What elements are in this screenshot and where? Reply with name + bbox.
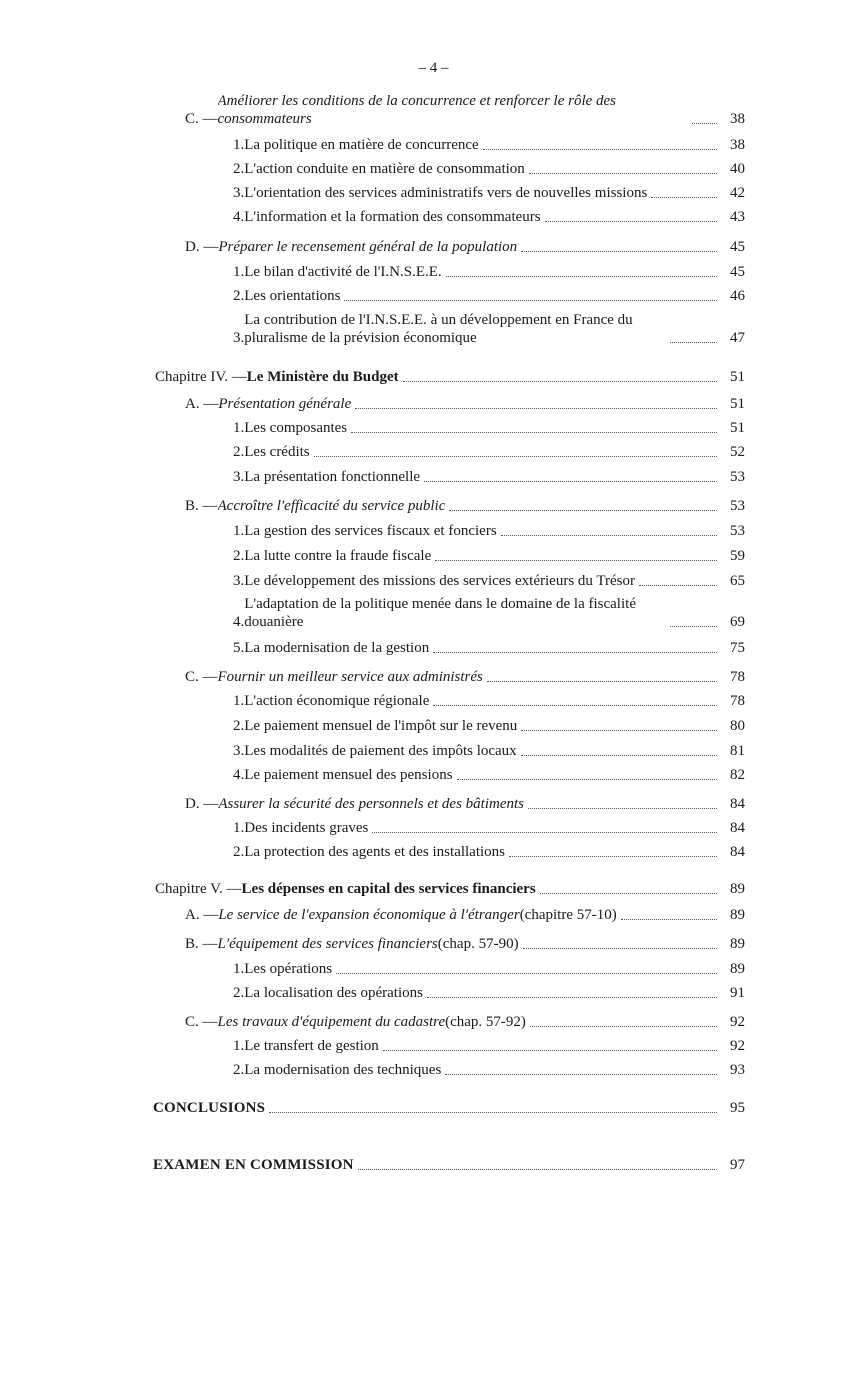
toc-entry-suffix: (chapitre 57-10) [519,907,617,923]
dot-leader [427,997,717,998]
toc-entry-title: Le transfert de gestion [244,1038,379,1054]
toc-entry-page: 46 [730,288,745,304]
toc-entry [153,1099,745,1117]
toc-entry [233,639,745,657]
toc-entry-page: 51 [730,369,745,385]
toc-entry [153,1156,745,1174]
toc-entry-suffix: (chap. 57-92) [445,1014,526,1030]
toc-entry-number: Chapitre IV. — [155,369,247,385]
dot-leader [445,1074,717,1075]
toc-entry-number: 2. [233,844,245,860]
toc-entry-number: B. — [185,498,218,514]
toc-entry-title: Assurer la sécurité des personnels et des bâtiments [218,796,524,812]
toc-entry-page: 84 [730,820,745,836]
toc-entry-title: Le Ministère du Budget [246,369,399,385]
toc-entry-page: 95 [730,1100,745,1116]
dot-leader [639,585,717,586]
dot-leader [521,251,717,252]
toc-entry-number: 3. [233,573,245,589]
toc-entry [155,880,745,898]
toc-entry-number: 1. [233,523,245,539]
dot-leader [383,1050,717,1051]
toc-entry [233,522,745,540]
toc-entry-number: C. — [185,1014,218,1030]
toc-entry [233,742,745,760]
toc-entry-title: Le service de l'expansion économique à l'étranger [218,907,520,923]
toc-entry-page: 84 [730,796,745,812]
toc-entry-title: L'information et la formation des consommateurs [244,209,541,225]
toc-entry-title: Fournir un meilleur service aux administrés [217,669,483,685]
toc-entry [233,692,745,710]
toc-entry-title: Accroître l'efficacité du service public [217,498,446,514]
toc-entry-page: 91 [730,985,745,1001]
toc-entry [233,208,745,226]
toc-entry-suffix: (chap. 57-90) [437,936,519,952]
toc-entry-number: 3. [233,185,245,201]
toc-entry-page: 69 [730,614,745,630]
toc-entry-number: 1. [233,420,245,436]
toc-entry [233,311,745,347]
toc-entry-title: Les orientations [244,288,341,304]
toc-entry [233,984,745,1002]
toc-entry [185,395,745,413]
toc-entry-title: Améliorer les conditions de la concurrence et renforcer le rôle des consommateurs [217,93,617,127]
toc-entry [185,1013,745,1031]
toc-entry [233,1037,745,1055]
dot-leader [523,948,717,949]
toc-entry-page: 80 [730,718,745,734]
toc-entry-number: D. — [185,796,219,812]
toc-entry-number: 1. [233,961,245,977]
toc-entry [233,819,745,837]
toc-entry-page: 65 [730,573,745,589]
toc-entry [233,184,745,202]
toc-entry [233,1061,745,1079]
toc-entry [185,935,745,953]
dot-leader [424,481,717,482]
dot-leader [358,1169,717,1170]
toc-entry-title: Le développement des missions des services extérieurs du Trésor [244,573,636,589]
toc-entry [185,906,745,924]
dot-leader [483,149,717,150]
toc-entry [233,843,745,861]
toc-entry-number: 4. [233,614,245,630]
dot-leader [670,626,717,627]
toc-entry-title: Des incidents graves [244,820,369,836]
dot-leader [344,300,717,301]
toc-entry-title: Les crédits [244,444,310,460]
toc-entry-page: 51 [730,420,745,436]
toc-entry-number: B. — [185,936,218,952]
toc-entry-number: 2. [233,548,245,564]
toc-entry-number: 2. [233,985,245,1001]
toc-entry-page: 53 [730,523,745,539]
toc-entry-page: 53 [730,498,745,514]
toc-entry [233,287,745,305]
toc-entry-title: La lutte contre la fraude fiscale [244,548,432,564]
toc-entry-page: 78 [730,693,745,709]
dot-leader [670,342,717,343]
toc-entry [233,595,745,631]
toc-entry-page: 89 [730,881,745,897]
toc-entry-number: 2. [233,1062,245,1078]
dot-leader [545,221,717,222]
toc-entry-page: 53 [730,469,745,485]
toc-entry-title: Les modalités de paiement des impôts locaux [244,743,517,759]
dot-leader [314,456,717,457]
toc-entry-page: 59 [730,548,745,564]
toc-entry-page: 89 [730,907,745,923]
toc-entry-page: 47 [730,330,745,346]
toc-entry-title: Les composantes [244,420,348,436]
toc-entry-page: 93 [730,1062,745,1078]
toc-entry-page: 92 [730,1014,745,1030]
dot-leader [435,560,717,561]
toc-entry-title: Les travaux d'équipement du cadastre [217,1014,446,1030]
toc-entry-number: 1. [233,693,245,709]
toc-entry-page: 52 [730,444,745,460]
toc-entry-number: 2. [233,288,245,304]
toc-entry-number: 1. [233,1038,245,1054]
toc-entry-page: 84 [730,844,745,860]
toc-entry [233,547,745,565]
toc-entry-page: 81 [730,743,745,759]
toc-entry-title: La protection des agents et des installations [244,844,506,860]
toc-entry-page: 89 [730,936,745,952]
toc-entry [185,795,745,813]
toc-entry-page: 38 [730,111,745,127]
toc-entry [233,766,745,784]
toc-entry [233,136,745,154]
toc-entry-page: 38 [730,137,745,153]
dot-leader [528,808,717,809]
toc-entry-number: C. — [185,669,218,685]
toc-entry-page: 92 [730,1038,745,1054]
dot-leader [487,681,717,682]
dot-leader [446,276,717,277]
toc-entry-title: L'adaptation de la politique menée dans le domaine de la fiscalité douanière [244,596,636,630]
dot-leader [269,1112,717,1113]
toc-entry-title: La présentation fonctionnelle [244,469,421,485]
toc-entry-title: La modernisation des techniques [244,1062,442,1078]
toc-entry-number: 1. [233,264,245,280]
toc-entry-title: La localisation des opérations [244,985,423,1001]
toc-entry-title: Préparer le recensement général de la population [218,239,518,255]
toc-entry-title: L'action conduite en matière de consommation [244,161,525,177]
toc-entry-title: Le paiement mensuel de l'impôt sur le revenu [244,718,518,734]
toc-entry-number: 3. [233,743,245,759]
toc-entry-title: La modernisation de la gestion [244,640,430,656]
toc-entry-number: 1. [233,820,245,836]
toc-entry-number: 3. [233,330,245,346]
toc-entry [185,497,745,515]
dot-leader [509,856,717,857]
toc-entry-number: 4. [233,767,245,783]
toc-entry [155,368,745,386]
toc-entry [233,160,745,178]
toc-entry-title: Les opérations [244,961,333,977]
toc-entry-number: 2. [233,718,245,734]
toc-entry-page: 97 [730,1157,745,1173]
toc-entry-number: 3. [233,469,245,485]
toc-entry-page: 45 [730,264,745,280]
dot-leader [529,173,717,174]
toc-entry-title: Les dépenses en capital des services financiers [241,881,536,897]
dot-leader [355,408,717,409]
toc-entry [233,468,745,486]
toc-entry-page: 89 [730,961,745,977]
dot-leader [372,832,717,833]
toc-entry-number: 2. [233,161,245,177]
toc-entry-page: 40 [730,161,745,177]
dot-leader [692,123,717,124]
dot-leader [457,779,717,780]
dot-leader [521,755,717,756]
toc-entry-number: A. — [185,396,219,412]
toc-entry [185,238,745,256]
toc-entry-title: La politique en matière de concurrence [244,137,479,153]
page-number: – 4 – [418,60,449,76]
dot-leader [449,510,717,511]
dot-leader [403,381,717,382]
toc-entry-title: EXAMEN EN COMMISSION [153,1157,354,1173]
toc-entry-number: D. — [185,239,219,255]
toc-entry-page: 45 [730,239,745,255]
toc-entry-title: L'orientation des services administratifs vers de nouvelles missions [244,185,648,201]
dot-leader [351,432,717,433]
toc-entry [233,263,745,281]
toc-entry-title: L'action économique régionale [244,693,430,709]
toc-entry-page: 78 [730,669,745,685]
toc-entry-page: 42 [730,185,745,201]
toc-entry-page: 75 [730,640,745,656]
toc-entry-title: La gestion des services fiscaux et fonciers [244,523,497,539]
toc-entry-number: Chapitre V. — [155,881,242,897]
toc-entry-page: 82 [730,767,745,783]
toc-entry [233,960,745,978]
toc-entry-title: CONCLUSIONS [153,1100,266,1116]
toc-entry-number: 4. [233,209,245,225]
toc-entry-number: C. — [185,111,218,127]
toc-entry-title: La contribution de l'I.N.S.E.E. à un développement en France du pluralisme de la prévision économique [244,312,633,346]
toc-entry [185,668,745,686]
dot-leader [521,730,717,731]
toc-entry [233,572,745,590]
dot-leader [433,705,717,706]
toc-entry-title: Présentation générale [218,396,352,412]
toc-entry-page: 43 [730,209,745,225]
toc-entry-number: 1. [233,137,245,153]
dot-leader [540,893,717,894]
toc-entry [185,92,745,128]
dot-leader [621,919,717,920]
dot-leader [433,652,717,653]
toc-entry-number: A. — [185,907,219,923]
toc-entry-title: L'équipement des services financiers [217,936,438,952]
dot-leader [651,197,717,198]
toc-entry-number: 5. [233,640,245,656]
dot-leader [336,973,717,974]
toc-entry-title: Le bilan d'activité de l'I.N.S.E.E. [244,264,442,280]
dot-leader [530,1026,717,1027]
toc-entry [233,443,745,461]
toc-entry [233,419,745,437]
dot-leader [501,535,717,536]
toc-entry [233,717,745,735]
toc-entry-page: 51 [730,396,745,412]
toc-entry-number: 2. [233,444,245,460]
toc-entry-title: Le paiement mensuel des pensions [244,767,453,783]
